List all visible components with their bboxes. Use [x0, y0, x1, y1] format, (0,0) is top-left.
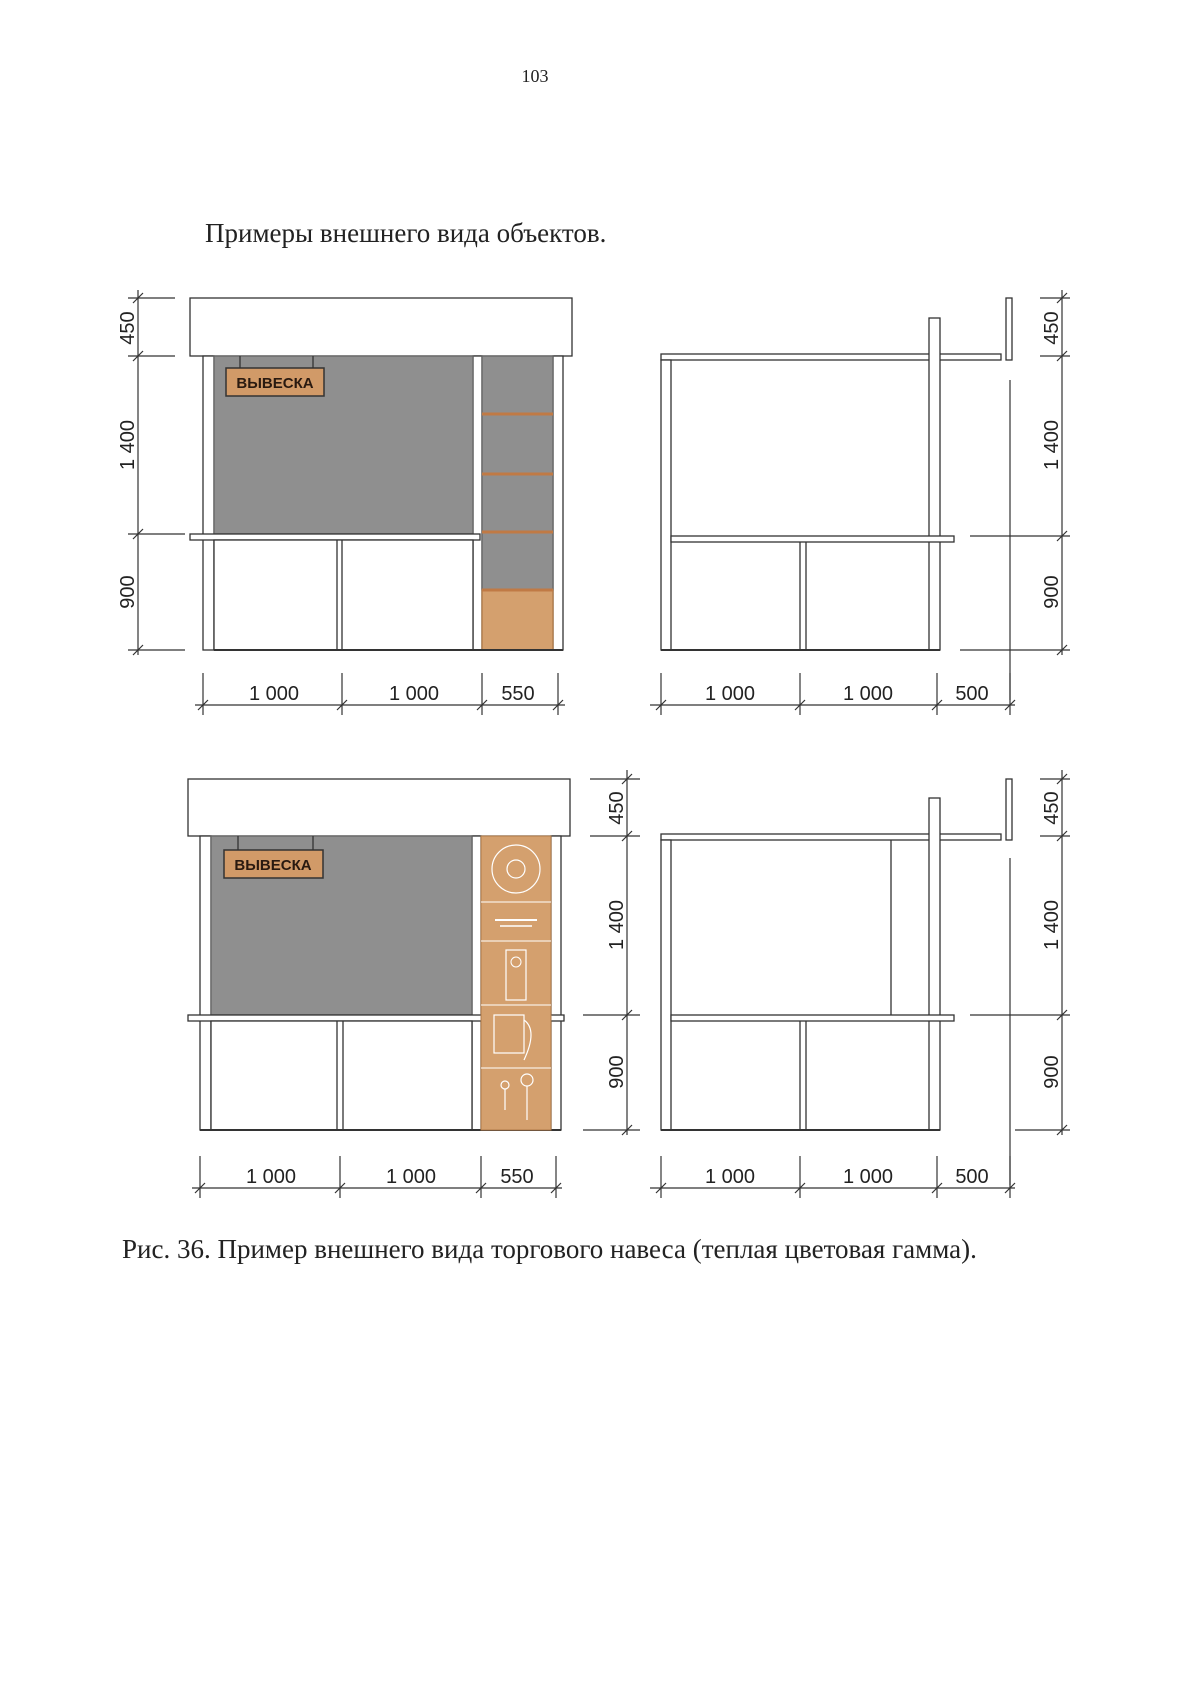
- side-2-dim-w2: 1 000: [842, 1166, 894, 1188]
- front-1-dim-900: 900: [117, 575, 139, 609]
- sign-label-2: ВЫВЕСКА: [234, 857, 312, 874]
- front-2-dim-900: 900: [606, 1055, 628, 1089]
- front-view-1: [190, 298, 572, 650]
- side-2-dim-450: 450: [1041, 791, 1063, 825]
- side-2-dim-w1: 1 000: [704, 1166, 756, 1188]
- front-2-dim-w1: 1 000: [245, 1166, 297, 1188]
- side-view-2: [661, 779, 1012, 1130]
- decorative-banner: [481, 836, 551, 1130]
- front-1-dim-w2: 1 000: [388, 683, 440, 705]
- side-2-dim-w3: 500: [955, 1166, 989, 1188]
- sign-label-1: ВЫВЕСКА: [236, 375, 314, 392]
- side-1-dim-w3: 500: [955, 683, 989, 705]
- front-2-dim-450: 450: [606, 791, 628, 825]
- front-2-dim-w2: 1 000: [385, 1166, 437, 1188]
- side-1-dim-450: 450: [1041, 311, 1063, 345]
- side-1-dim-900: 900: [1041, 575, 1063, 609]
- side-2-height-dimensions: [970, 770, 1070, 1185]
- front-1-dim-w3: 550: [501, 683, 535, 705]
- front-1-dim-450: 450: [117, 311, 139, 345]
- side-1-dim-1400: 1 400: [1041, 419, 1063, 471]
- front-1-dim-w1: 1 000: [248, 683, 300, 705]
- side-2-dim-900: 900: [1041, 1055, 1063, 1089]
- page-number: 103: [521, 66, 549, 86]
- front-2-dim-w3: 550: [500, 1166, 534, 1188]
- side-1-dim-w2: 1 000: [842, 683, 894, 705]
- side-view-1: [661, 298, 1012, 650]
- front-1-dim-1400: 1 400: [117, 419, 139, 471]
- page-heading: Примеры внешнего вида объектов.: [205, 218, 607, 248]
- figure-caption: Рис. 36. Пример внешнего вида торгового навеса (теплая цветовая гамма).: [122, 1234, 977, 1264]
- side-2-dim-1400: 1 400: [1041, 899, 1063, 951]
- front-2-dim-1400: 1 400: [606, 899, 628, 951]
- side-1-height-dimensions: [960, 290, 1070, 700]
- side-1-dim-w1: 1 000: [704, 683, 756, 705]
